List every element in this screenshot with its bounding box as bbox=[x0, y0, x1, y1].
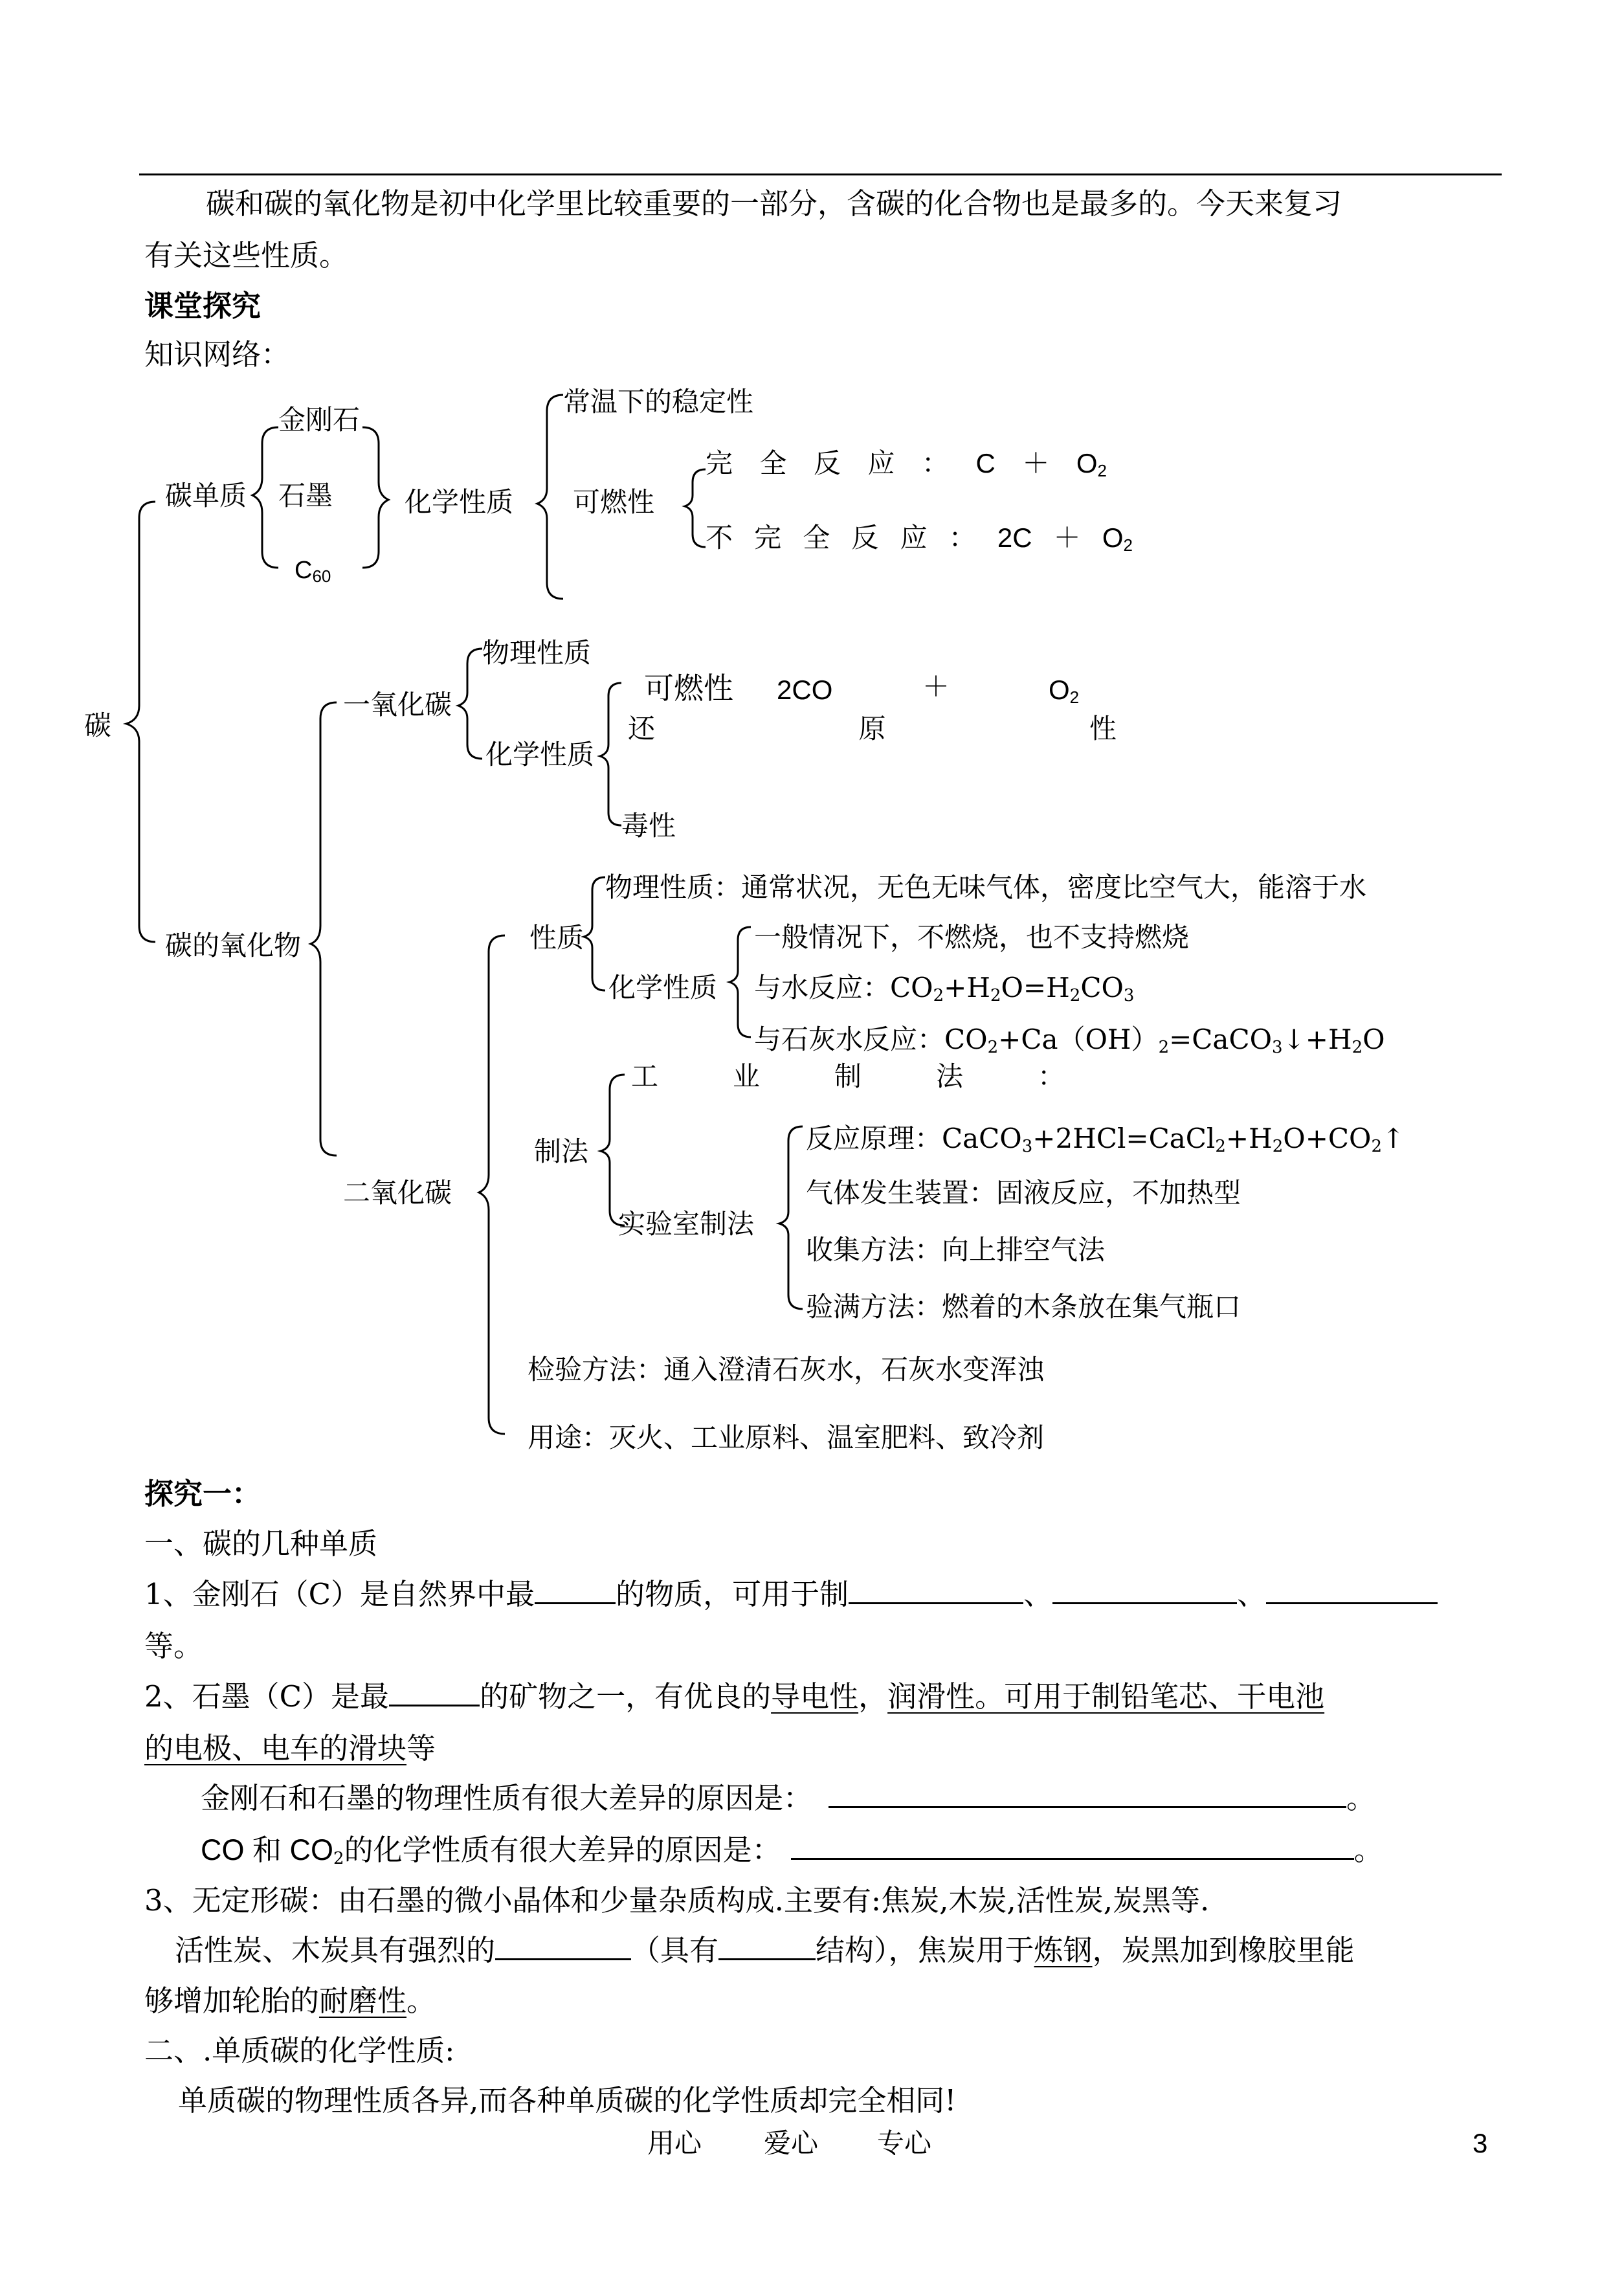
oxides-label: 碳的氧化物 bbox=[165, 930, 302, 961]
co2-chem-3-s3: 3 bbox=[1272, 1038, 1283, 1057]
co2-chem-2-a: 与水反应：CO bbox=[754, 972, 933, 1003]
co-label: 一氧化碳 bbox=[343, 689, 452, 721]
co2-chem-label: 化学性质 bbox=[608, 972, 718, 1003]
co2-lab-2: 气体发生装置：固液反应，不加热型 bbox=[806, 1177, 1241, 1209]
explore-h1: 一、碳的几种单质 bbox=[144, 1527, 378, 1561]
q3: 3、无定形碳：由石墨的微小晶体和少量杂质构成.主要有:焦炭,木炭,活性炭,炭黑等. bbox=[144, 1883, 1210, 1918]
ir-4: 应 bbox=[900, 522, 928, 554]
q3-b-d: 炼钢 bbox=[1034, 1933, 1093, 1967]
network-title: 知识网络： bbox=[144, 337, 291, 372]
co2-lab-4: 验满方法：燃着的木条放在集气瓶口 bbox=[806, 1291, 1241, 1323]
co2-chem-2 bbox=[754, 972, 1135, 1005]
co2-label: 二氧化碳 bbox=[343, 1177, 452, 1209]
q2-co-period: 。 bbox=[1353, 1833, 1383, 1867]
co2-chem-3-s2: 2 bbox=[1158, 1038, 1170, 1057]
section-title: 课堂探究 bbox=[144, 289, 261, 323]
co2-lab-1 bbox=[806, 1123, 1405, 1156]
q2-a: 2、石墨（C）是最 bbox=[144, 1679, 390, 1714]
q2-co-sub: 2 bbox=[333, 1849, 344, 1868]
ir-2: 全 bbox=[803, 522, 830, 554]
cr-0: 完 bbox=[706, 447, 733, 479]
q3-b-a: 活性炭、木炭具有强烈的 bbox=[175, 1933, 496, 1967]
co2-chem-3-b: +Ca（OH） bbox=[998, 1023, 1159, 1055]
q2-e: 润滑性。可用于制铅笔芯、干电池 bbox=[887, 1679, 1325, 1714]
co2-lab-label: 实验室制法 bbox=[618, 1208, 755, 1240]
ir-0: 不 bbox=[706, 522, 733, 554]
ir-7: ＋ bbox=[1053, 522, 1081, 554]
cr-5: C bbox=[975, 448, 996, 478]
intro-line-2: 有关这些性质。 bbox=[144, 238, 349, 273]
co2-chem-1: 一般情况下，不燃烧，也不支持燃烧 bbox=[754, 921, 1190, 953]
q1 bbox=[144, 1577, 1438, 1611]
co-chem-label: 化学性质 bbox=[485, 739, 595, 770]
co2-props-label: 性质 bbox=[529, 922, 584, 954]
cr-4: ： bbox=[922, 447, 950, 479]
q2-d: ， bbox=[858, 1679, 888, 1714]
co2-chem-3-c: =CaCO bbox=[1169, 1023, 1273, 1055]
footer-motto-1: 用心 bbox=[647, 2127, 702, 2159]
co2-industrial bbox=[631, 1060, 1065, 1092]
stability-text: 常温下的稳定性 bbox=[563, 386, 754, 418]
c60-sub: 60 bbox=[312, 566, 331, 586]
lab1-s3: 2 bbox=[1272, 1137, 1284, 1156]
co2-test: 检验方法：通入澄清石灰水，石灰水变浑浊 bbox=[528, 1354, 1045, 1385]
q2-co bbox=[201, 1833, 1383, 1868]
intro-line-1: 碳和碳的氧化物是初中化学里比较重要的一部分，含碳的化合物也是最多的。今天来复习 bbox=[206, 186, 1342, 221]
q2-g: 等 bbox=[406, 1731, 436, 1765]
cr-2: 反 bbox=[814, 447, 841, 479]
co2-chem-3-s1: 2 bbox=[987, 1038, 999, 1057]
q2-c: 导电性 bbox=[771, 1679, 859, 1714]
co2-chem-3-s4: 2 bbox=[1351, 1038, 1363, 1057]
q3-c-b: 耐磨性 bbox=[319, 1984, 407, 2018]
co-o-sub: 2 bbox=[1069, 688, 1080, 707]
co-reduce-1: 原 bbox=[858, 713, 886, 744]
lab1-s1: 3 bbox=[1021, 1137, 1033, 1156]
lab1-a: 反应原理：CaCO bbox=[806, 1123, 1022, 1154]
simple-carbon-label: 碳单质 bbox=[165, 480, 247, 511]
co-phys-label: 物理性质 bbox=[482, 637, 592, 669]
co2-chem-3-e: O bbox=[1363, 1023, 1385, 1055]
simple-chem-label: 化学性质 bbox=[405, 486, 514, 518]
complete-reaction bbox=[706, 447, 1107, 480]
lab1-e: ↑ bbox=[1382, 1123, 1405, 1154]
tree-root: 碳 bbox=[84, 710, 112, 741]
footer-motto-2: 爱心 bbox=[764, 2127, 819, 2159]
q2-line2 bbox=[144, 1731, 436, 1765]
co-reduce-0: 还 bbox=[628, 713, 656, 744]
explore-title: 探究一： bbox=[144, 1477, 261, 1511]
q1-sep-1: 、 bbox=[1023, 1577, 1053, 1611]
q3-b-b: （具有 bbox=[631, 1933, 719, 1967]
co2-uses: 用途：灭火、工业原料、温室肥料、致冷剂 bbox=[528, 1422, 1045, 1453]
q2-diff-period: 。 bbox=[1346, 1781, 1376, 1815]
c60-item bbox=[295, 557, 331, 586]
footer-motto-3: 专心 bbox=[877, 2127, 932, 2159]
cr-7 bbox=[1076, 448, 1107, 480]
lab1-s2: 2 bbox=[1215, 1137, 1226, 1156]
q3-b bbox=[175, 1933, 1355, 1967]
q1-a: 1、金刚石（C）是自然界中最 bbox=[144, 1577, 535, 1611]
cr-3: 应 bbox=[867, 447, 895, 479]
co-burn-eq-plus: ＋ bbox=[922, 671, 950, 702]
ind-2: 制 bbox=[834, 1060, 862, 1092]
q1-b: 的物质，可用于制 bbox=[616, 1577, 849, 1611]
combustible-text: 可燃性 bbox=[573, 486, 655, 518]
q3-c-a: 够增加轮胎的 bbox=[144, 1984, 320, 2018]
ir-o: O bbox=[1102, 522, 1124, 553]
co-toxic: 毒性 bbox=[621, 810, 676, 842]
ir-5: ： bbox=[948, 522, 976, 554]
q2-diff-text: 金刚石和石墨的物理性质有很大差异的原因是： bbox=[201, 1781, 813, 1815]
co-burn-eq-2co: 2CO bbox=[777, 675, 833, 705]
lab1-s4: 2 bbox=[1371, 1137, 1383, 1156]
q1-sep-2: 、 bbox=[1237, 1577, 1267, 1611]
ind-1: 业 bbox=[732, 1060, 760, 1092]
co2-phys: 物理性质：通常状况，无色无味气体，密度比空气大，能溶于水 bbox=[605, 871, 1367, 903]
q2-f: 的电极、电车的滑块 bbox=[144, 1731, 407, 1765]
co2-chem-2-s2: 2 bbox=[990, 986, 1001, 1005]
cr-6: ＋ bbox=[1022, 447, 1050, 479]
ind-3: 法 bbox=[935, 1060, 963, 1092]
ir-6: 2C bbox=[997, 522, 1032, 553]
q3-b-e: ，炭黑加到橡胶里能 bbox=[1092, 1933, 1355, 1967]
graphite-item: 石墨 bbox=[278, 480, 333, 511]
c60-c: C bbox=[295, 557, 313, 584]
ind-0: 工 bbox=[631, 1060, 659, 1092]
q2-co-b: 的化学性质有很大差异的原因是： bbox=[344, 1833, 781, 1867]
cr-o: O bbox=[1076, 448, 1098, 478]
q2-co-a: CO 和 CO bbox=[201, 1833, 334, 1866]
co2-chem-2-s3: 2 bbox=[1069, 986, 1081, 1005]
lab1-c: +H bbox=[1225, 1123, 1273, 1154]
cr-o-sub: 2 bbox=[1097, 461, 1107, 480]
ir-1: 完 bbox=[754, 522, 782, 554]
explore-h2: 二、.单质碳的化学性质: bbox=[144, 2033, 455, 2068]
q1-end: 等。 bbox=[144, 1629, 203, 1663]
ind-4: ： bbox=[1037, 1060, 1065, 1092]
diamond-item: 金刚石 bbox=[278, 404, 361, 436]
lab1-b: +2HCl=CaCl bbox=[1032, 1123, 1216, 1154]
co2-chem-2-s4: 3 bbox=[1123, 986, 1135, 1005]
co-reduce bbox=[628, 715, 1117, 743]
page-number: 3 bbox=[1473, 2128, 1488, 2158]
co2-chem-2-c: O=H bbox=[1001, 972, 1070, 1003]
q3-c-c: 。 bbox=[406, 1984, 436, 2018]
q3-b-c: 结构），焦炭用于 bbox=[816, 1933, 1034, 1967]
ir-8 bbox=[1102, 522, 1133, 555]
q2-diff bbox=[201, 1781, 1376, 1815]
co2-chem-3 bbox=[754, 1023, 1385, 1057]
ir-3: 反 bbox=[851, 522, 879, 554]
co2-chem-2-b: +H bbox=[944, 972, 990, 1003]
co2-chem-3-d: ↓+H bbox=[1282, 1023, 1352, 1055]
incomplete-reaction bbox=[706, 522, 1133, 555]
co2-chem-2-d: CO bbox=[1080, 972, 1124, 1003]
cr-1: 全 bbox=[759, 447, 787, 479]
q2 bbox=[144, 1679, 1325, 1714]
lab1-d: O+CO bbox=[1283, 1123, 1372, 1154]
co-burn-eq-o2 bbox=[1049, 675, 1080, 707]
co2-prep-label: 制法 bbox=[534, 1135, 589, 1167]
co-burn: 可燃性 bbox=[644, 671, 733, 706]
ir-o-sub: 2 bbox=[1123, 535, 1133, 555]
co-o: O bbox=[1049, 675, 1070, 705]
co2-lab-3: 收集方法：向上排空气法 bbox=[806, 1234, 1106, 1266]
q2-b: 的矿物之一，有优良的 bbox=[480, 1679, 772, 1714]
co-reduce-2: 性 bbox=[1089, 713, 1117, 744]
co2-chem-2-s1: 2 bbox=[933, 986, 944, 1005]
co2-chem-3-a: 与石灰水反应：CO bbox=[754, 1023, 988, 1055]
q3-c bbox=[144, 1984, 436, 2018]
last-line: 单质碳的物理性质各异,而各种单质碳的化学性质却完全相同! bbox=[178, 2083, 957, 2118]
